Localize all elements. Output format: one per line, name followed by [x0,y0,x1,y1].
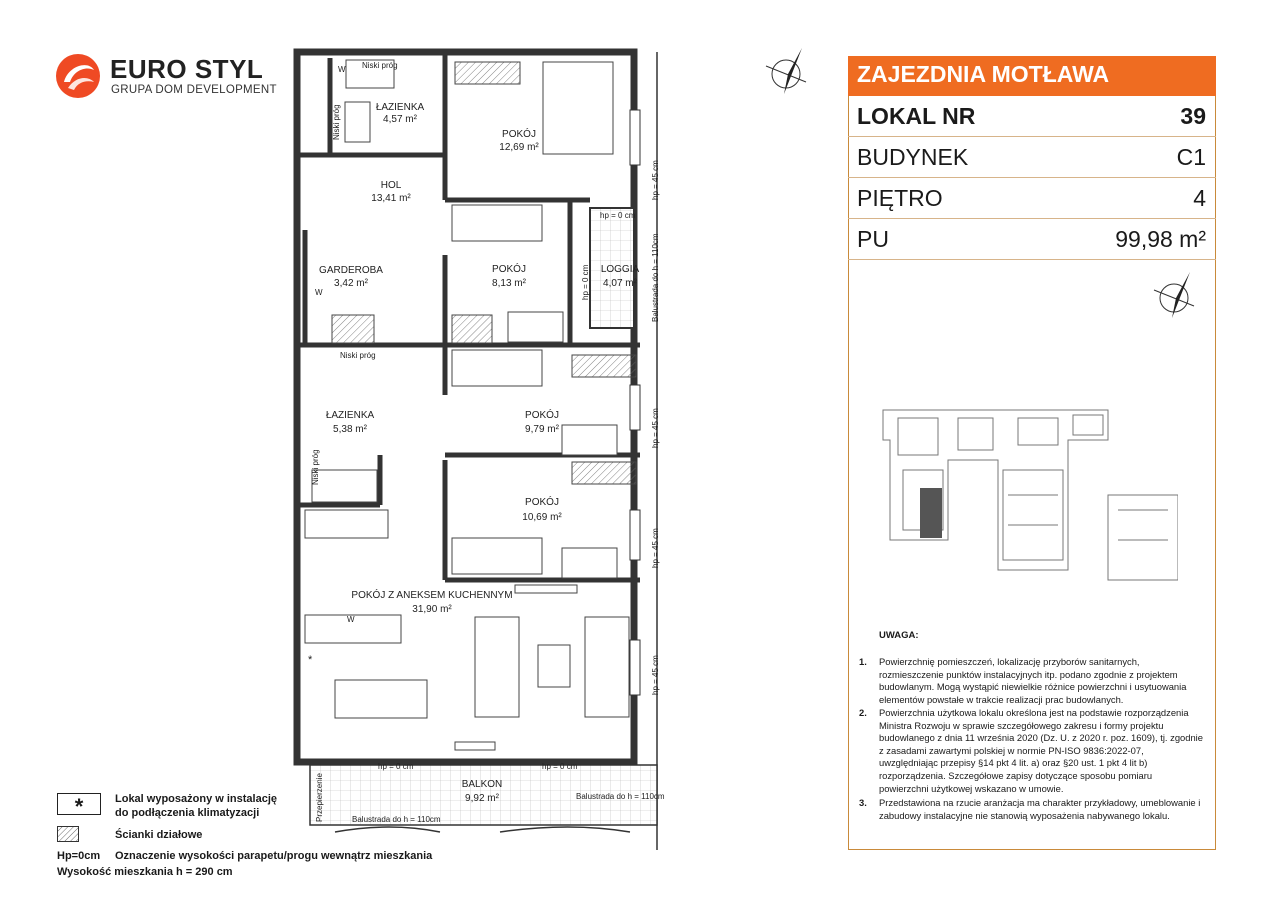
euro-styl-logo-icon [54,52,102,100]
info-key: BUDYNEK [857,144,969,170]
room-area: 9,79 m² [525,424,559,435]
room-area: 10,69 m² [522,512,562,523]
note-item [859,656,1204,706]
hp-label: hp = 0 cm [542,762,578,771]
room-name: POKÓJ [525,497,559,508]
room-area: 8,13 m² [492,278,526,289]
height-legend-text: Wysokość mieszkania h = 290 cm [57,866,233,878]
logo-subtitle: GRUPA DOM DEVELOPMENT [111,84,277,96]
room-area: 4,07 m² [603,278,637,289]
ac-legend-text: Lokal wyposażony w instalację do podłączenia klimatyzacji [115,793,277,819]
floor-plan [280,40,680,855]
hp45-label: hp = 45 cm [651,160,660,200]
info-value: 99,98 m² [1115,226,1206,252]
room-name: HOL [380,180,402,191]
balustrade-label: Balustrada do h = 110cm [651,233,660,322]
room-name: POKÓJ Z ANEKSEM KUCHENNYM [351,590,513,601]
exterior-wall [297,52,634,762]
room-area: 13,41 m² [371,193,411,204]
info-row-building [848,137,1216,178]
info-row-unit [848,96,1216,137]
low-threshold-label: Niski próg [362,61,398,70]
room-area: 9,92 m² [465,793,499,804]
note-number: 2. [859,707,867,718]
note-text: Powierzchnię pomieszczeń, lokalizację przyborów sanitarnych, rozmieszczenie punktów instalacyjnych itp. podano zgodnie z projektem budowlanym. Mogą wystąpić niewielkie różnice powierzchni i usytuowania elementów powstałe w trakcie realizacji prac budowlanych. [879,656,1187,705]
hp45-label: hp = 45 cm [651,408,660,448]
north-compass-icon [1150,268,1198,326]
low-threshold-label: Niski próg [332,104,341,140]
low-threshold-label: Niski próg [340,351,376,360]
building-key-plan [878,400,1178,590]
info-key: PIĘTRO [857,185,943,211]
room-name: ŁAZIENKA [375,102,425,113]
info-value: C1 [1176,144,1206,170]
room-area: 3,42 m² [334,278,368,289]
room-area: 5,38 m² [333,424,367,435]
room-name: BALKON [461,779,503,790]
project-header [848,56,1216,96]
room-name: GARDEROBA [319,265,383,276]
balustrade-label: Balustrada do h = 110cm [352,815,441,824]
room-name: POKÓJ [492,264,526,275]
room-name: ŁAZIENKA [325,410,375,421]
notes-title: UWAGA: [879,630,919,641]
note-text: Powierzchnia użytkowa lokalu określona jest na podstawie rozporządzenia Ministra Rozwoju w sprawie szczegółowego zakresu i formy projektu budowlanego z dnia 11 września 2020 (Dz. U. z 2020 r. poz. 1609), tj. zgodnie z zasadami zawartymi polskiej w normie PN-ISO 9836:2022-07, uwzględniając przepisy §14 pkt 4 lit. a) oraz §20 ust. 1 pkt 4 lit b) rozporządzenia. Szczegółowe zapisy dotyczące sposobu pomiaru powierzchni użytkowej wskazano w umowie. [879,707,1203,794]
room-area: 12,69 m² [499,142,539,153]
info-value: 39 [1180,103,1206,129]
hp-legend-text: Oznaczenie wysokości parapetu/progu wewnątrz mieszkania [115,850,433,862]
hp45-label: hp = 45 cm [651,528,660,568]
room-name: POKÓJ [502,129,536,140]
note-item [859,797,1204,822]
info-row-floor [848,178,1216,219]
north-compass-icon [762,44,810,102]
w-label: W [315,288,323,297]
hp-legend-key: Hp=0cm [57,850,101,862]
note-item [859,707,1204,795]
info-key: LOKAL NR [857,103,976,129]
hp45-label: hp = 45 cm [651,655,660,695]
room-name: POKÓJ [525,410,559,421]
low-threshold-label: Niski próg [311,449,320,485]
note-text: Przedstawiona na rzucie aranżacja ma charakter przykładowy, umeblowanie i zabudowy instalacyjne nie stanowią wyposażenia nabywanego lokalu. [879,797,1201,821]
w-label: W [338,65,346,74]
partition-hatch-icon [57,826,79,842]
room-area: 4,57 m² [383,114,417,125]
hp-label: hp = 0 cm [600,211,636,220]
partition-label: Przepierzenie [315,773,324,822]
partition-legend-text: Ścianki działowe [115,829,203,841]
balustrade-label: Balustrada do h = 110cm [576,792,665,801]
note-number: 1. [859,656,867,667]
logo-name: EURO STYL [110,54,264,84]
room-name: LOGGIA [600,264,640,275]
info-key: PU [857,226,889,252]
hp-label: hp = 0 cm [581,264,590,300]
w-label: W [347,615,355,624]
info-row-area [848,219,1216,260]
ac-legend-symbol: * [57,793,101,815]
note-number: 3. [859,797,867,808]
hp-label: hp = 0 cm [378,762,414,771]
project-name: ZAJEZDNIA MOTŁAWA [857,61,1110,87]
info-value: 4 [1193,185,1206,211]
ac-star: * [308,654,313,666]
room-area: 31,90 m² [412,604,452,615]
